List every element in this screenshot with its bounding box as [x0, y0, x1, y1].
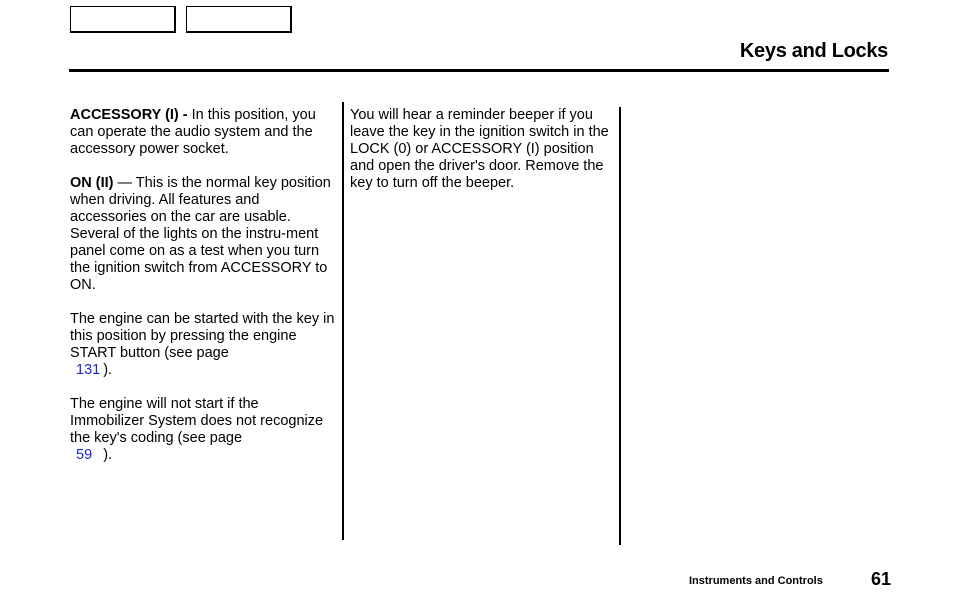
footer-section-name: Instruments and Controls — [689, 575, 823, 587]
column-left — [70, 107, 335, 481]
accessory-text: In this position, you can operate the audio system and the accessory power socket. — [70, 107, 316, 157]
column-divider-left — [342, 102, 344, 540]
footer-page-number: 61 — [871, 569, 892, 589]
column-middle — [350, 107, 610, 209]
page-link-59[interactable]: 59 — [76, 447, 93, 463]
start-text: The engine can be started with the key in this position by pressing the engine START button (see page — [70, 311, 335, 361]
page-title: Keys and Locks — [739, 40, 888, 62]
accessory-term: ACCESSORY (I) - — [70, 107, 188, 123]
immobilizer-close: ). — [103, 447, 113, 463]
start-paragraph — [70, 311, 335, 379]
on-term: ON (II) — [70, 175, 114, 191]
header-rule — [69, 69, 889, 72]
page-link-131[interactable]: 131 — [76, 362, 101, 378]
previous-page-button[interactable] — [70, 6, 176, 33]
column-divider-right — [619, 107, 621, 545]
start-close: ). — [103, 362, 113, 378]
accessory-paragraph — [70, 107, 335, 158]
on-text: — This is the normal key position when driving. All features and accessories on the car are usable. Several of the lights on the instru-ment panel come on as a test when you turn the ignition switch from ACCESSORY to ON. — [70, 175, 331, 293]
immobilizer-paragraph — [70, 396, 335, 464]
immobilizer-text: The engine will not start if the Immobilizer System does not recognize the key's coding (see page — [70, 396, 324, 446]
on-paragraph — [70, 175, 335, 294]
beeper-paragraph: You will hear a reminder beeper if you leave the key in the ignition switch in the LOCK (0) or ACCESSORY (I) position and open the driver's door. Remove the key to turn off the beeper. — [350, 107, 609, 191]
next-page-button[interactable] — [186, 6, 292, 33]
